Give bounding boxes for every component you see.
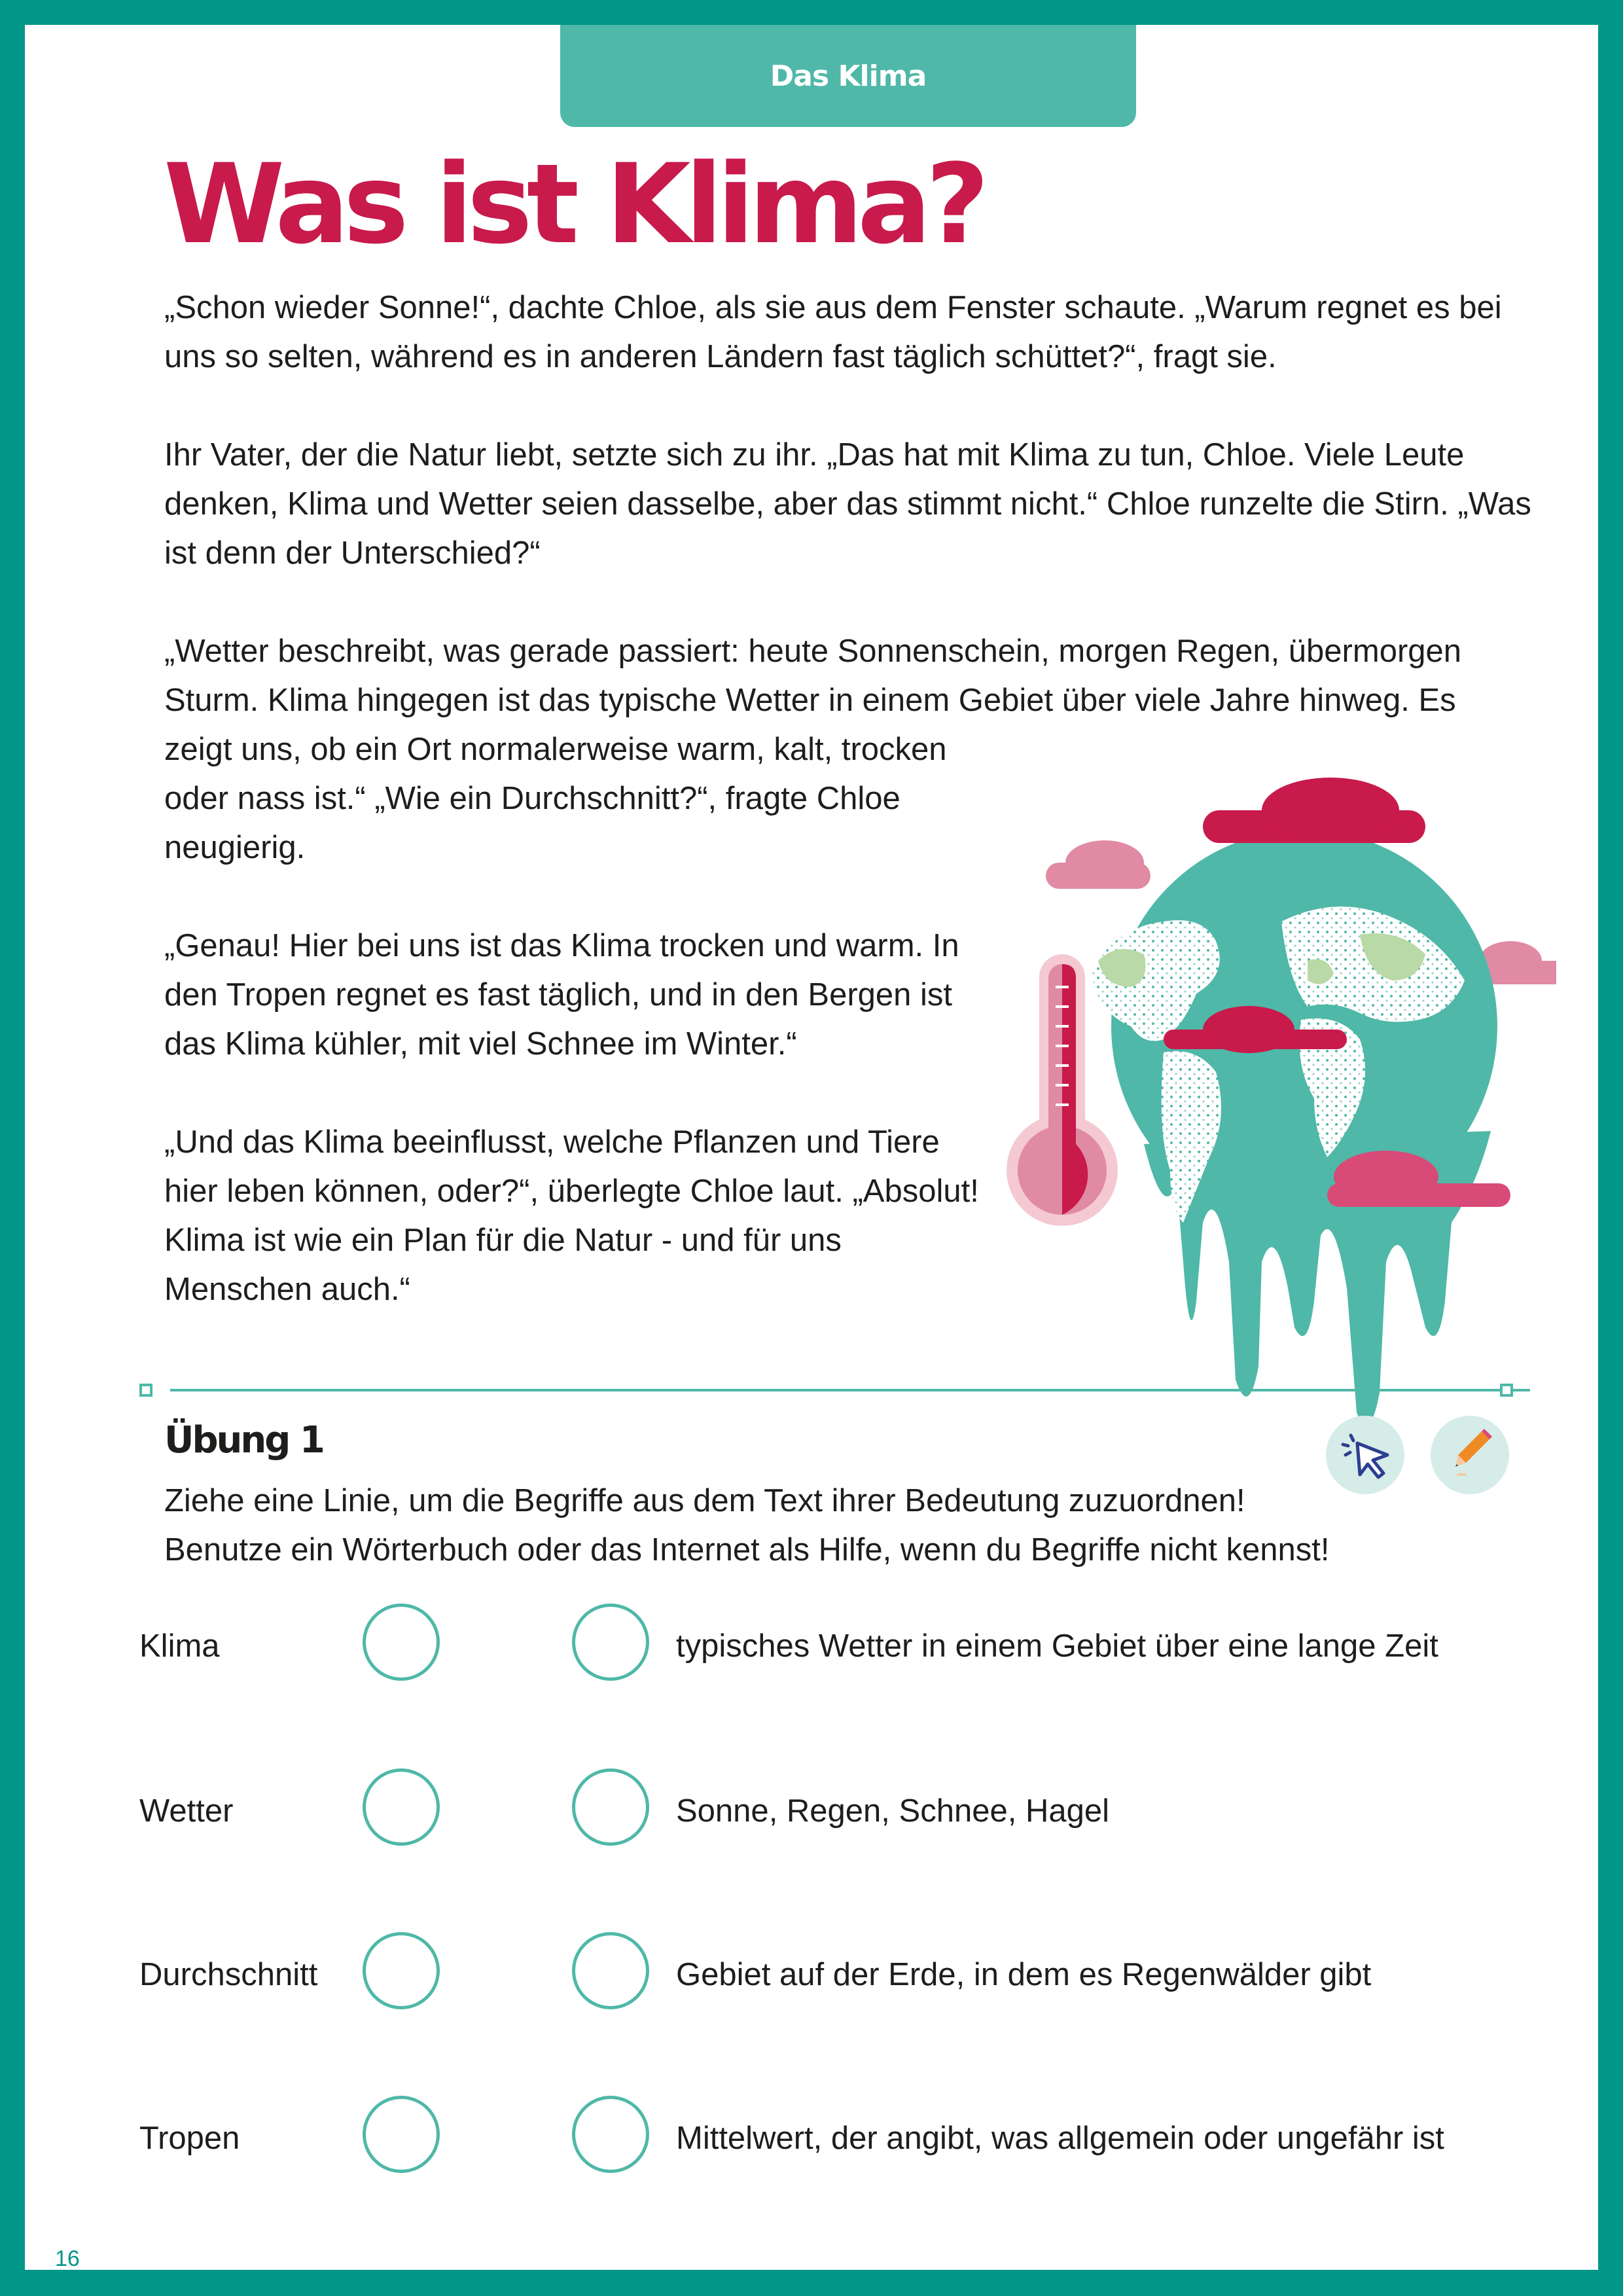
- instruction-line-1: Ziehe eine Linie, um die Begriffe aus dem Text ihrer Bedeutung zuzuordnen!: [164, 1483, 1245, 1518]
- cloud-icon: [1327, 1151, 1510, 1207]
- melting-globe-thermometer-icon: [967, 764, 1556, 1445]
- chapter-tab-label: Das Klima: [770, 59, 927, 93]
- story-paragraph-3-top: „Wetter beschreibt, was gerade passiert: heute Sonnenschein, morgen Regen, übermorgen Sturm. Klima hingegen ist das typische Wetter in einem Gebiet über viele Jahre hinweg. Es: [164, 634, 1462, 718]
- chapter-tab: [560, 25, 1136, 127]
- meaning-label: typisches Wetter in einem Gebiet über eine lange Zeit: [676, 1628, 1438, 1664]
- story-paragraph-1: „Schon wieder Sonne!“, dachte Chloe, als sie aus dem Fenster schaute. „Warum regnet es bei uns so selten, während es in anderen Ländern fast täglich schüttet?“, fragt sie.: [164, 290, 1502, 374]
- term-connector-dot[interactable]: [363, 1604, 440, 1681]
- divider-end-marker: [1500, 1384, 1513, 1397]
- matching-row: [25, 2096, 1598, 2181]
- page: [25, 25, 1598, 2270]
- instruction-line-2: Benutze ein Wörterbuch oder das Internet als Hilfe, wenn du Begriffe nicht kennst!: [164, 1532, 1330, 1568]
- matching-row: [25, 1604, 1598, 1689]
- exercise-title: Übung 1: [164, 1419, 323, 1462]
- term-connector-dot[interactable]: [363, 2096, 440, 2173]
- page-number: 16: [55, 2246, 80, 2271]
- meaning-label: Gebiet auf der Erde, in dem es Regenwälder gibt: [676, 1957, 1372, 1992]
- matching-row: [25, 1932, 1598, 2017]
- matching-row: [25, 1768, 1598, 1854]
- meaning-label: Sonne, Regen, Schnee, Hagel: [676, 1793, 1109, 1829]
- story-paragraph-2: Ihr Vater, der die Natur liebt, setzte sich zu ihr. „Das hat mit Klima zu tun, Chloe. Viele Leute denken, Klima und Wetter seien dasselbe, aber das stimmt nicht.“ Chloe runzelte die Stirn. „Was ist denn der Unterschied?“: [164, 437, 1531, 571]
- story-paragraph-5: „Und das Klima beeinflusst, welche Pflanzen und Tiere hier leben können, oder?“, überlegte Chloe laut. „Absolut! Klima ist wie ein Plan für die Natur - und für uns Menschen auch.“: [164, 1124, 979, 1307]
- term-label: Tropen: [139, 2121, 240, 2156]
- divider-end-marker: [139, 1384, 152, 1397]
- term-label: Durchschnitt: [139, 1957, 318, 1992]
- term-connector-dot[interactable]: [363, 1932, 440, 2009]
- section-divider: [170, 1389, 1530, 1391]
- meaning-connector-dot[interactable]: [572, 1604, 649, 1681]
- story-paragraph-3-bottom: zeigt uns, ob ein Ort normalerweise warm, kalt, trocken oder nass ist.“ „Wie ein Durchschnitt?“, fragte Chloe neugierig.: [164, 732, 947, 865]
- meaning-connector-dot[interactable]: [572, 1768, 649, 1846]
- term-label: Wetter: [139, 1793, 234, 1829]
- page-title: Was ist Klima?: [164, 140, 984, 268]
- meaning-connector-dot[interactable]: [572, 2096, 649, 2173]
- story-paragraph-4: „Genau! Hier bei uns ist das Klima trocken und warm. In den Tropen regnet es fast täglich, und in den Bergen ist das Klima kühler, mit viel Schnee im Winter.“: [164, 928, 959, 1062]
- meaning-connector-dot[interactable]: [572, 1932, 649, 2009]
- cloud-icon: [1203, 778, 1425, 843]
- meaning-label: Mittelwert, der angibt, was allgemein oder ungefähr ist: [676, 2121, 1444, 2156]
- term-connector-dot[interactable]: [363, 1768, 440, 1846]
- term-label: Klima: [139, 1628, 220, 1664]
- exercise-instructions: [164, 1477, 1473, 1575]
